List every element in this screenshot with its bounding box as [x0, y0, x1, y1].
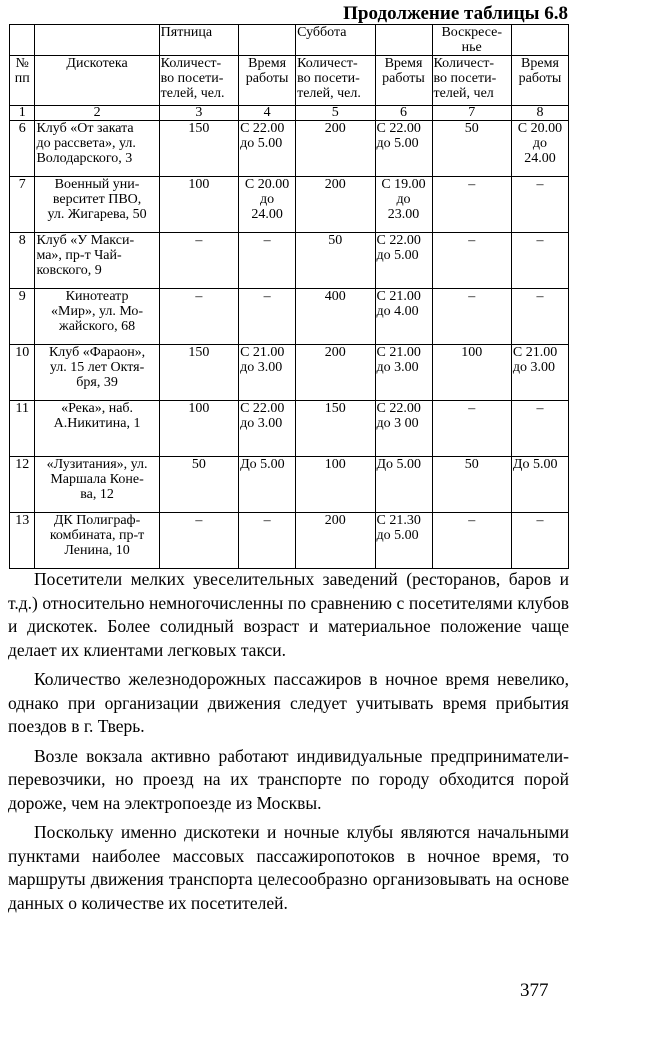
friday-hours: С 21.00 до 3.00 [239, 345, 296, 401]
table-row [10, 177, 569, 233]
header-fri-time: Время работы [239, 56, 296, 106]
friday-visitors: – [159, 513, 238, 569]
sunday-hours: С 21.00 до 3.00 [511, 345, 568, 401]
sunday-visitors: – [432, 289, 511, 345]
table-row [10, 233, 569, 289]
column-number: 8 [511, 106, 568, 121]
sunday-hours: – [511, 401, 568, 457]
saturday-hours: С 19.00 до 23.00 [375, 177, 432, 233]
saturday-visitors: 200 [296, 121, 375, 177]
empty-header-cell [35, 25, 159, 56]
sunday-visitors: – [432, 233, 511, 289]
page-number: 377 [520, 980, 549, 1001]
discotheque-table [9, 24, 569, 569]
row-number: 9 [10, 289, 35, 345]
sunday-hours: С 20.00 до 24.00 [511, 121, 568, 177]
friday-hours: С 22.00 до 5.00 [239, 121, 296, 177]
row-number: 13 [10, 513, 35, 569]
friday-visitors: 100 [159, 177, 238, 233]
disco-name: Клуб «От заката до рассвета», ул. Володарского, 3 [35, 121, 159, 177]
row-number: 10 [10, 345, 35, 401]
disco-name: «Лузитания», ул. Маршала Коне- ва, 12 [35, 457, 159, 513]
body-text [8, 568, 569, 921]
disco-name: «Река», наб. А.Никитина, 1 [35, 401, 159, 457]
saturday-visitors: 200 [296, 345, 375, 401]
column-number: 6 [375, 106, 432, 121]
column-number: 2 [35, 106, 159, 121]
saturday-visitors: 50 [296, 233, 375, 289]
day-header-row [10, 25, 569, 56]
saturday-visitors: 100 [296, 457, 375, 513]
sunday-visitors: – [432, 513, 511, 569]
table-row [10, 121, 569, 177]
friday-hours: – [239, 289, 296, 345]
table-row [10, 345, 569, 401]
friday-visitors: 150 [159, 121, 238, 177]
friday-visitors: – [159, 233, 238, 289]
friday-hours: С 22.00 до 3.00 [239, 401, 296, 457]
column-number: 3 [159, 106, 238, 121]
column-number: 1 [10, 106, 35, 121]
saturday-hours: До 5.00 [375, 457, 432, 513]
saturday-hours: С 22.00 до 5.00 [375, 233, 432, 289]
header-sat-time: Время работы [375, 56, 432, 106]
paragraph: Посетители мелких увеселительных заведений (ресторанов, баров и т.д.) относительно немногочисленны по сравнению с посетителями клубов и дискотек. Более солидный возраст и материальное положение чаще делает их клиентами легковых такси. [8, 569, 569, 660]
friday-visitors: 150 [159, 345, 238, 401]
disco-name: Клуб «У Макси- ма», пр-т Чай- ковского, 9 [35, 233, 159, 289]
header-sunday: Воскресе- нье [432, 25, 511, 56]
row-number: 12 [10, 457, 35, 513]
column-number: 4 [239, 106, 296, 121]
saturday-visitors: 200 [296, 177, 375, 233]
empty-header-cell [511, 25, 568, 56]
sunday-hours: До 5.00 [511, 457, 568, 513]
saturday-visitors: 200 [296, 513, 375, 569]
friday-hours: До 5.00 [239, 457, 296, 513]
sunday-hours: – [511, 177, 568, 233]
row-number: 8 [10, 233, 35, 289]
saturday-hours: С 21.00 до 3.00 [375, 345, 432, 401]
row-number: 6 [10, 121, 35, 177]
saturday-hours: С 21.30 до 5.00 [375, 513, 432, 569]
table-row [10, 513, 569, 569]
column-number: 5 [296, 106, 375, 121]
header-sun-count: Количест- во посети- телей, чел [432, 56, 511, 106]
header-number: № пп [10, 56, 35, 106]
sunday-hours: – [511, 289, 568, 345]
disco-name: ДК Полиграф- комбината, пр-т Ленина, 10 [35, 513, 159, 569]
paragraph: Поскольку именно дискотеки и ночные клубы являются начальными пунктами наиболее массовых пассажиропотоков в ночное время, то маршруты движения транспорта целесообразно организовывать на основе данных о количестве их посетителей. [8, 822, 569, 913]
saturday-hours: С 22.00 до 3 00 [375, 401, 432, 457]
friday-visitors: – [159, 289, 238, 345]
header-sun-time: Время работы [511, 56, 568, 106]
friday-hours: – [239, 513, 296, 569]
friday-visitors: 50 [159, 457, 238, 513]
table-caption: Продолжение таблицы 6.8 [343, 3, 568, 24]
header-disco: Дискотека [35, 56, 159, 106]
saturday-hours: С 21.00 до 4.00 [375, 289, 432, 345]
row-number: 11 [10, 401, 35, 457]
friday-visitors: 100 [159, 401, 238, 457]
empty-header-cell [10, 25, 35, 56]
friday-hours: – [239, 233, 296, 289]
empty-header-cell [239, 25, 296, 56]
saturday-hours: С 22.00 до 5.00 [375, 121, 432, 177]
friday-hours: С 20.00 до 24.00 [239, 177, 296, 233]
sunday-visitors: 100 [432, 345, 511, 401]
table-row [10, 289, 569, 345]
column-number: 7 [432, 106, 511, 121]
disco-name: Клуб «Фараон», ул. 15 лет Октя- бря, 39 [35, 345, 159, 401]
header-sat-count: Количест- во посети- телей, чел. [296, 56, 375, 106]
header-fri-count: Количест- во посети- телей, чел. [159, 56, 238, 106]
paragraph: Количество железнодорожных пассажиров в ночное время невелико, однако при организации движения следует учитывать время прибытия поездов в г. Тверь. [8, 669, 569, 736]
table-row [10, 457, 569, 513]
sunday-hours: – [511, 233, 568, 289]
paragraph: Возле вокзала активно работают индивидуальные предприниматели-перевозчики, но проезд на их транспорте по городу обходится порой дороже, чем на электропоезде из Москвы. [8, 745, 569, 813]
disco-name: Кинотеатр «Мир», ул. Мо- жайского, 68 [35, 289, 159, 345]
column-number-row [10, 106, 569, 121]
sunday-visitors: – [432, 177, 511, 233]
disco-name: Военный уни- верситет ПВО, ул. Жигарева, 50 [35, 177, 159, 233]
header-saturday: Суббота [296, 25, 375, 56]
empty-header-cell [375, 25, 432, 56]
sunday-visitors: 50 [432, 121, 511, 177]
column-header-row [10, 56, 569, 106]
header-friday: Пятница [159, 25, 238, 56]
table-row [10, 401, 569, 457]
sunday-visitors: 50 [432, 457, 511, 513]
row-number: 7 [10, 177, 35, 233]
saturday-visitors: 400 [296, 289, 375, 345]
sunday-hours: – [511, 513, 568, 569]
saturday-visitors: 150 [296, 401, 375, 457]
sunday-visitors: – [432, 401, 511, 457]
